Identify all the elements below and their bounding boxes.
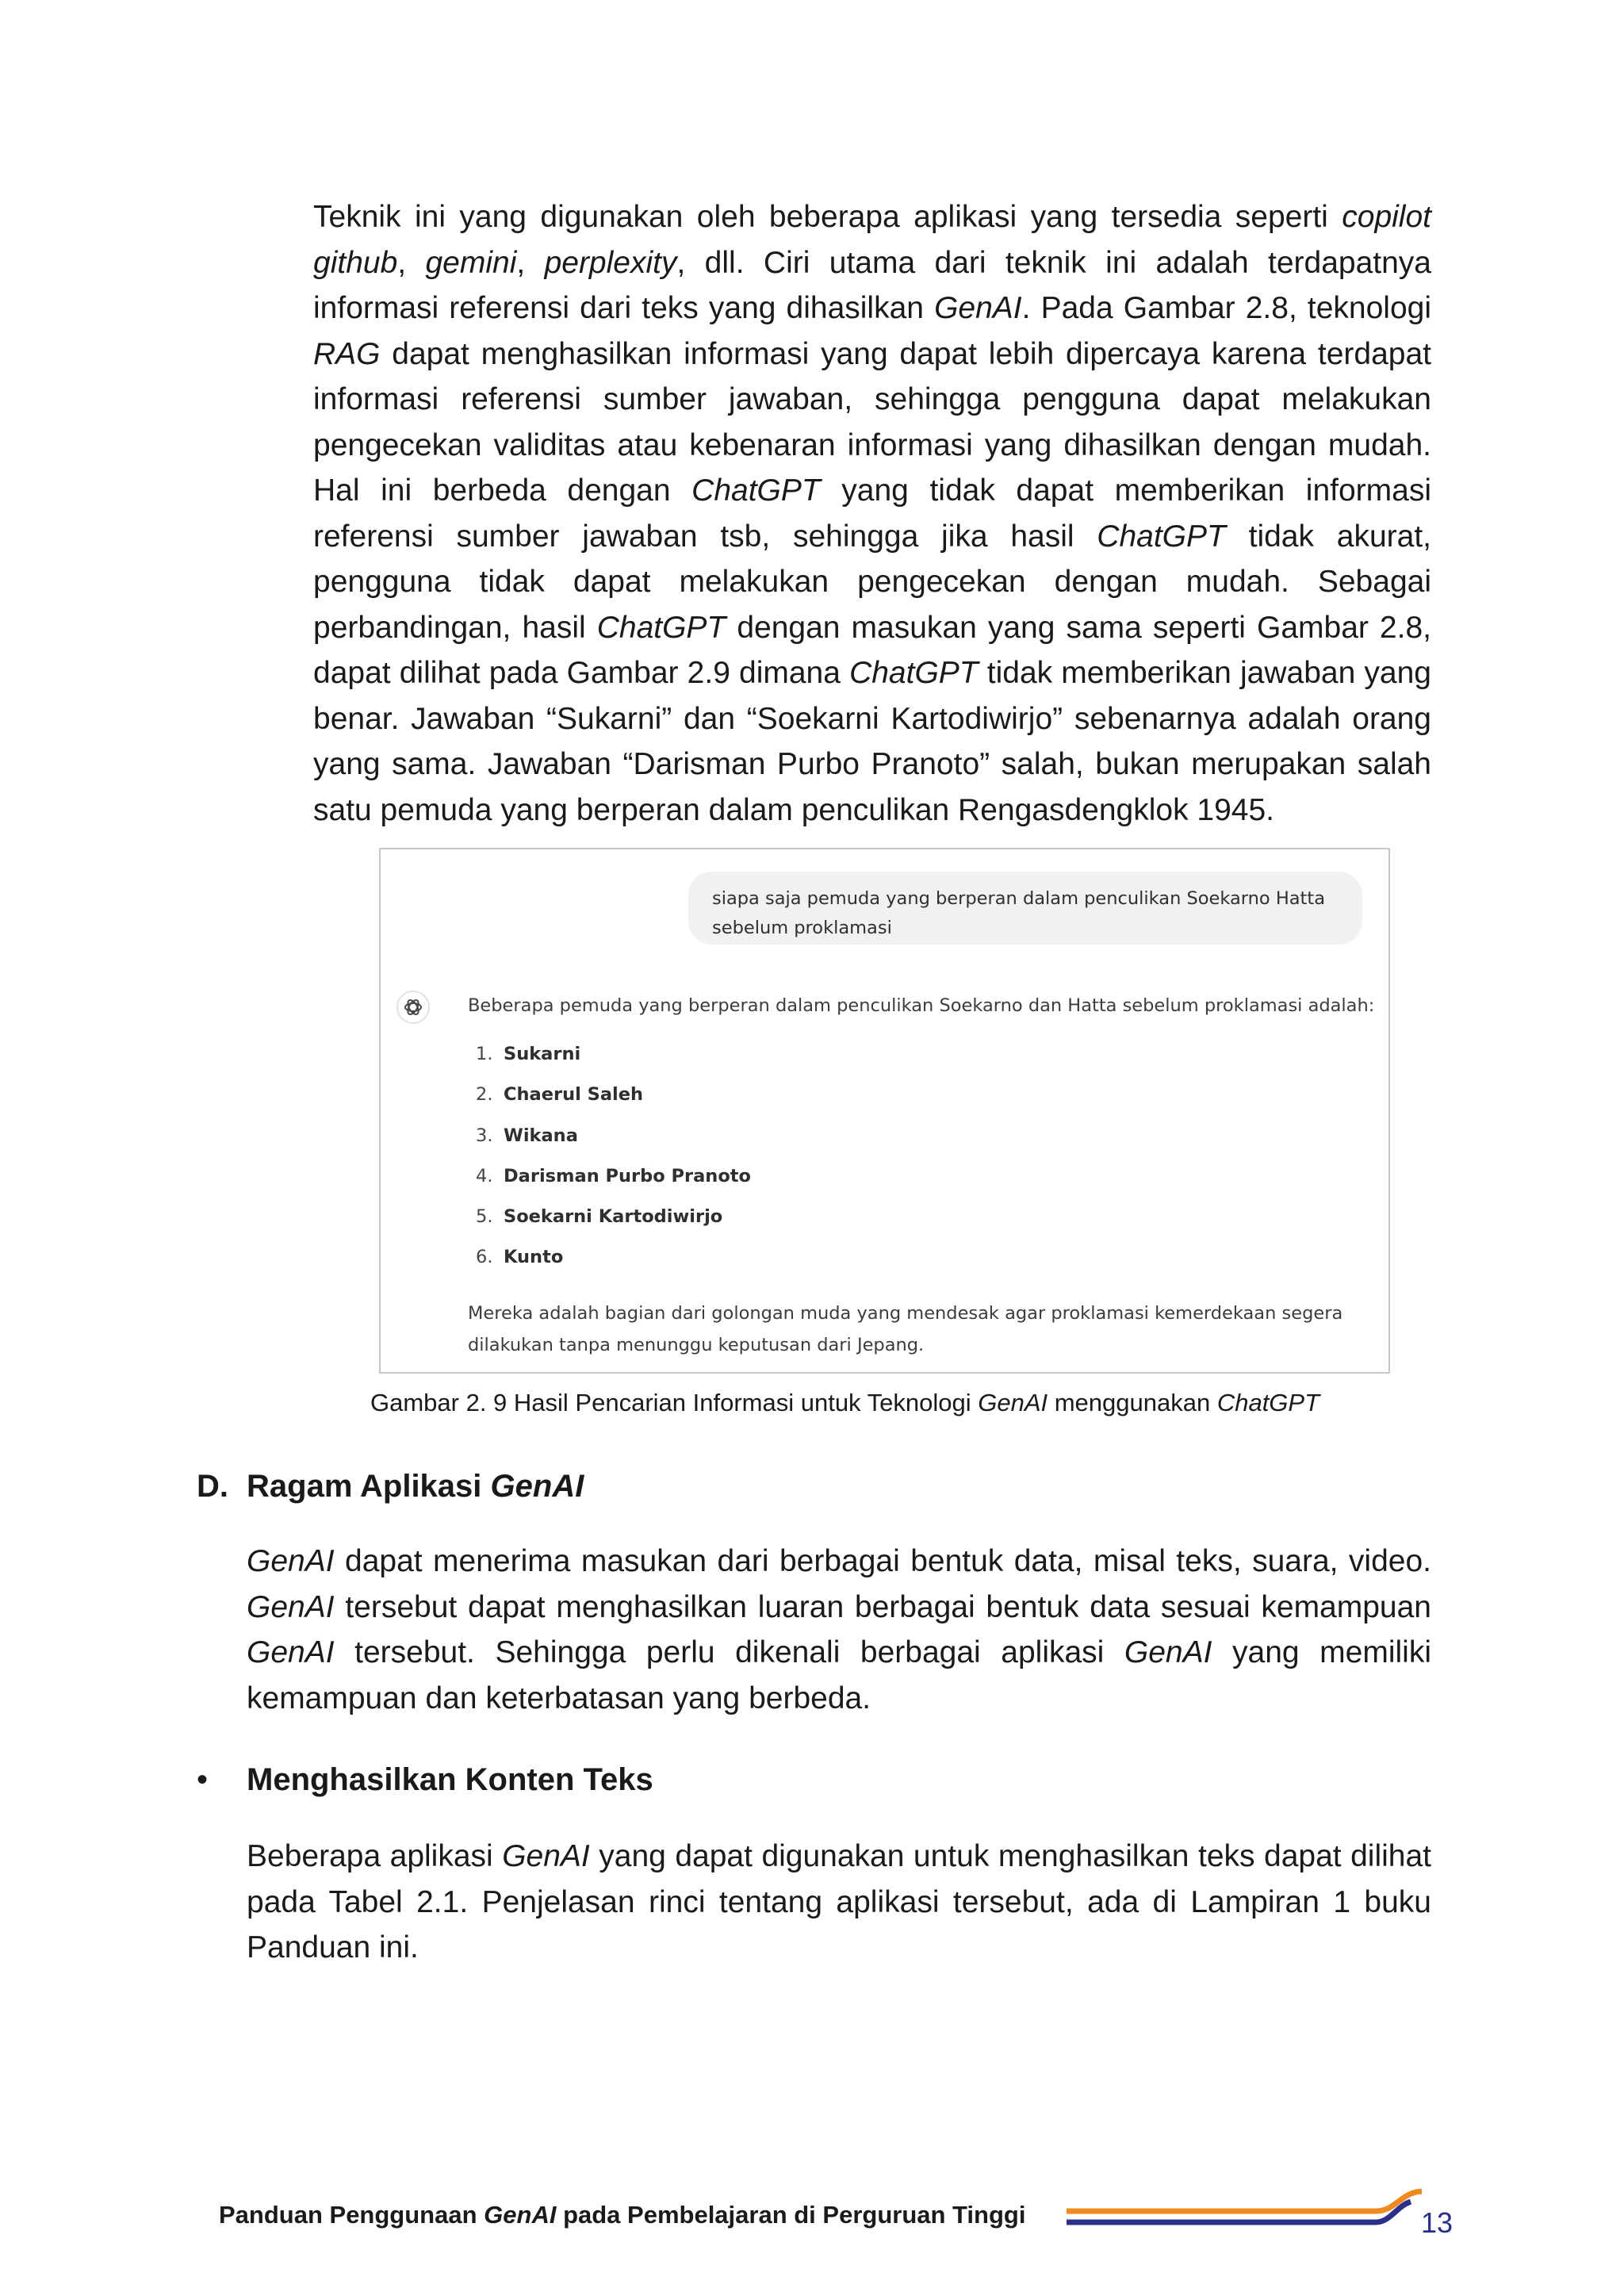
figure-caption: Gambar 2. 9 Hasil Pencarian Informasi untuk Teknologi GenAI menggunakan ChatGPT: [370, 1389, 1320, 1416]
bot-response-intro: Beberapa pemuda yang berperan dalam penculikan Soekarno dan Hatta sebelum proklamasi adalah:: [468, 995, 1375, 1016]
list-item: 2. Chaerul Saleh: [476, 1084, 644, 1106]
page-number: 13: [1421, 2206, 1454, 2239]
bullet-dot: •: [197, 1762, 209, 1797]
section-title: Ragam Aplikasi GenAI: [247, 1469, 584, 1504]
chatgpt-screenshot-figure: [379, 848, 1390, 1374]
section-heading: [197, 1466, 584, 1507]
openai-logo-icon: [396, 991, 430, 1024]
footer-title: Panduan Penggunaan GenAI pada Pembelajaran di Perguruan Tinggi: [219, 2201, 1026, 2229]
bullet-heading: [197, 1759, 653, 1800]
body-paragraph-3: Beberapa aplikasi GenAI yang dapat digunakan untuk menghasilkan teks dapat dilihat pada Tabel 2.1. Penjelasan rinci tentang aplikasi tersebut, ada di Lampiran 1 buku Panduan ini.: [247, 1839, 1431, 1964]
section-letter: D.: [197, 1469, 228, 1504]
list-item: 3. Wikana: [476, 1125, 578, 1146]
bullet-heading-title: Menghasilkan Konten Teks: [247, 1762, 653, 1797]
bot-response-outro: Mereka adalah bagian dari golongan muda yang mendesak agar proklamasi kemerdekaan segera dilakukan tanpa menunggu keputusan dari Jepang.: [468, 1303, 1343, 1355]
footer-decoration-lines: [1059, 2187, 1435, 2235]
list-item: 1. Sukarni: [476, 1044, 581, 1064]
user-prompt-bubble: siapa saja pemuda yang berperan dalam penculikan Soekarno Hatta sebelum proklamasi: [688, 872, 1362, 945]
list-item: 4. Darisman Purbo Pranoto: [476, 1165, 752, 1186]
list-item: 5. Soekarni Kartodiwirjo: [476, 1206, 723, 1228]
body-paragraph-1: Teknik ini yang digunakan oleh beberapa aplikasi yang tersedia seperti copilot github, gemini, perplexity, dll. Ciri utama dari teknik ini adalah terdapatnya informasi referensi dari teks yang dihasilkan GenAI. Pada Gambar 2.8, teknologi RAG dapat menghasilkan informasi yang dapat lebih dipercaya karena terdapat informasi referensi sumber jawaban, sehingga pengguna dapat melakukan pengecekan validitas atau kebenaran informasi yang dihasilkan dengan mudah. Hal ini berbeda dengan ChatGPT yang tidak dapat memberikan informasi referensi sumber jawaban tsb, sehingga jika hasil ChatGPT tidak akurat, pengguna tidak dapat melakukan pengecekan dengan mudah. Sebagai perbandingan, hasil ChatGPT dengan masukan yang sama seperti Gambar 2.8, dapat dilihat pada Gambar 2.9 dimana ChatGPT tidak memberikan jawaban yang benar. Jawaban “Sukarni” dan “Soekarni Kartodiwirjo” sebenarnya adalah orang yang sama. Jawaban “Darisman Purbo Pranoto” salah, bukan merupakan salah satu pemuda yang berperan dalam penculikan Rengasdengklok 1945.: [313, 200, 1432, 827]
list-item: 6. Kunto: [476, 1247, 564, 1268]
answer-list: [476, 1041, 751, 1285]
body-paragraph-2: GenAI dapat menerima masukan dari berbagai bentuk data, misal teks, suara, video. GenAI tersebut dapat menghasilkan luaran berbagai bentuk data sesuai kemampuan GenAI tersebut. Sehingga perlu dikenali berbagai aplikasi GenAI yang memiliki kemampuan dan keterbatasan yang berbeda.: [247, 1544, 1431, 1715]
